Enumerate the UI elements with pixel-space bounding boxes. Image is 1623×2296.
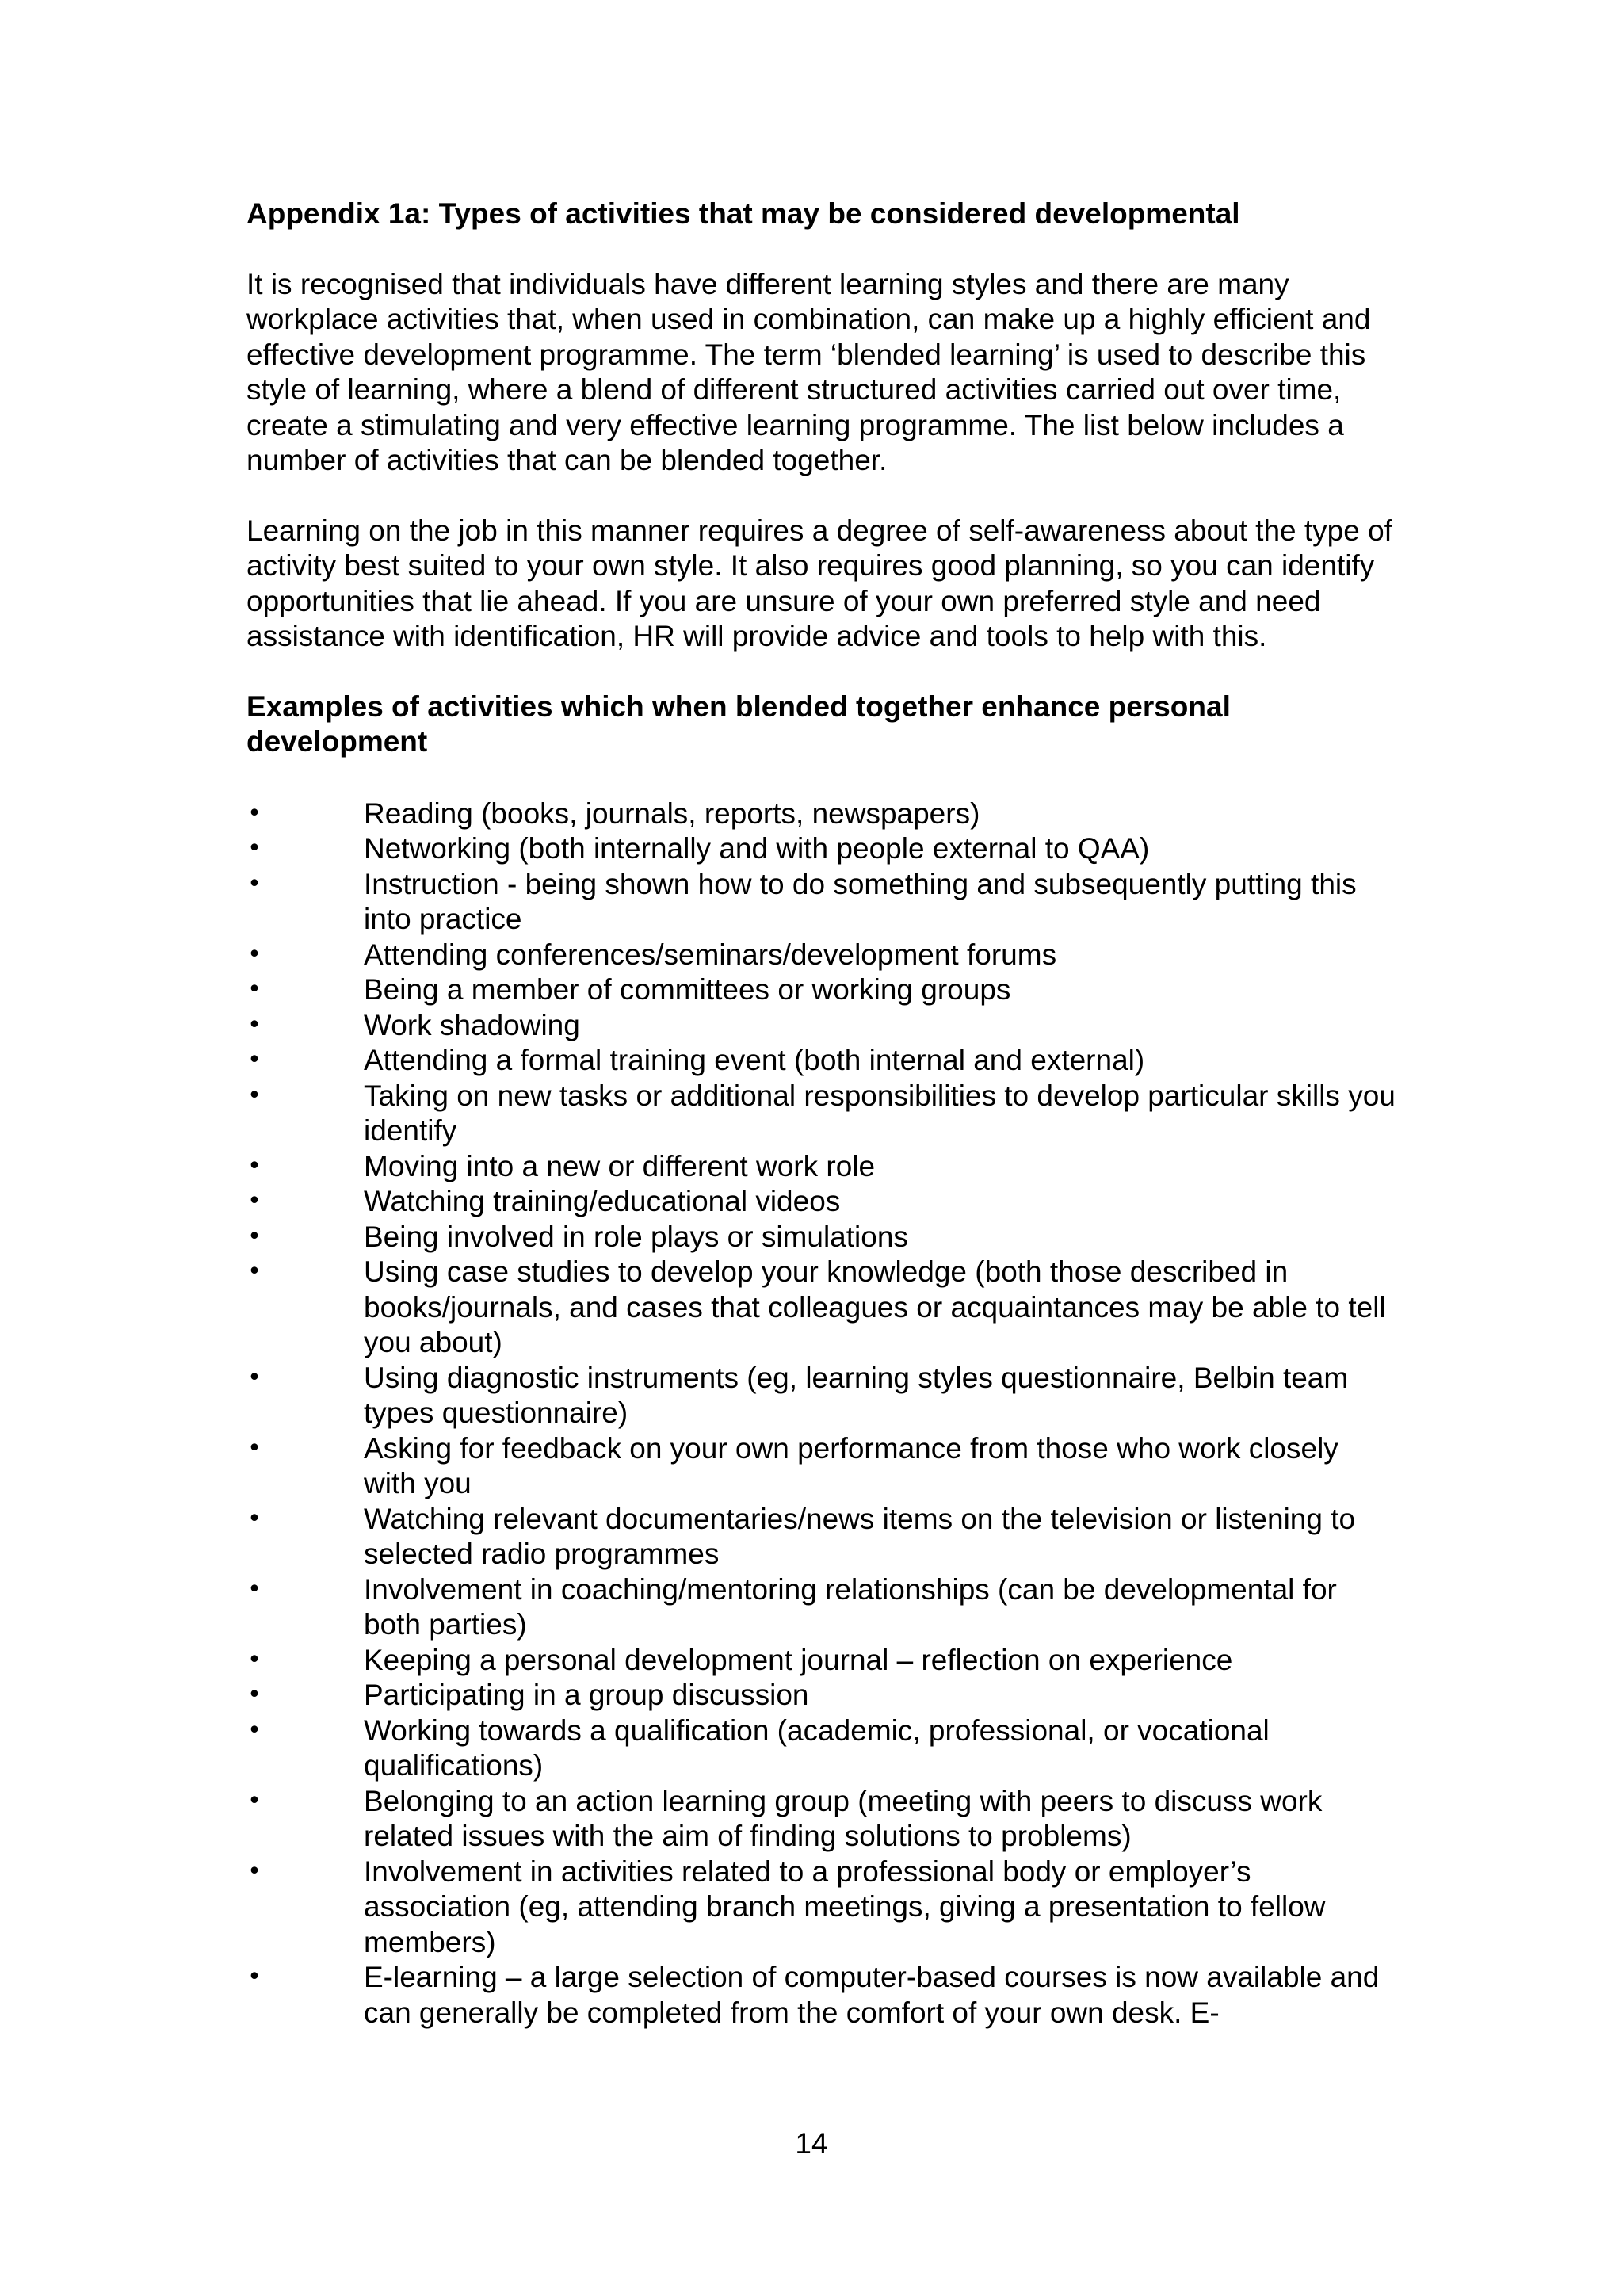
bullet-icon: • bbox=[247, 1010, 262, 1039]
bullet-icon: • bbox=[247, 1081, 262, 1110]
list-item bbox=[246, 831, 1396, 867]
list-item-text: Attending a formal training event (both internal and external) bbox=[364, 1044, 1145, 1076]
list-item-text: Instruction - being shown how to do something and subsequently putting this into practice bbox=[364, 867, 1357, 935]
list-item bbox=[246, 1008, 1396, 1044]
list-item-text: Networking (both internally and with people external to QAA) bbox=[364, 832, 1150, 865]
intro-paragraph-2: Learning on the job in this manner requires a degree of self-awareness about the type of activity best suited to your own style. It also requires good planning, so you can identify opportunities that lie ahead. If you are unsure of your own preferred style and need assistance with identification, HR will provide advice and tools to help with this. bbox=[246, 514, 1392, 652]
list-item-text: Involvement in coaching/mentoring relationships (can be developmental for both parties) bbox=[364, 1572, 1337, 1641]
bullet-icon: • bbox=[247, 976, 262, 1003]
page-content bbox=[246, 197, 1396, 2030]
list-item-text: Watching relevant documentaries/news items on the television or listening to selected radio programmes bbox=[364, 1502, 1356, 1570]
bullet-icon: • bbox=[247, 1716, 262, 1744]
list-item-text: Reading (books, journals, reports, newspapers) bbox=[364, 797, 980, 830]
list-item bbox=[246, 1043, 1396, 1079]
list-item bbox=[246, 1184, 1396, 1220]
list-item-text: Asking for feedback on your own performance from those who work closely with you bbox=[364, 1431, 1338, 1499]
list-item bbox=[246, 1678, 1396, 1713]
bullet-icon: • bbox=[247, 1786, 262, 1815]
list-item bbox=[246, 1784, 1396, 1855]
list-item-text: Moving into a new or different work role bbox=[364, 1149, 876, 1182]
bullet-icon: • bbox=[247, 1434, 262, 1462]
page-number: 14 bbox=[795, 2127, 828, 2160]
examples-heading: Examples of activities which when blended together enhance personal development bbox=[246, 690, 1231, 758]
list-item bbox=[246, 797, 1396, 832]
list-item-text: Taking on new tasks or additional responsibilities to develop particular skills you identify bbox=[364, 1079, 1396, 1147]
bullet-icon: • bbox=[247, 1963, 262, 1991]
list-item bbox=[246, 1960, 1396, 2030]
bullet-icon: • bbox=[247, 1187, 262, 1215]
list-item bbox=[246, 867, 1396, 938]
list-item-text: Using case studies to develop your knowledge (both those described in books/journals, and cases that colleagues or acquaintances may be able to tell you about) bbox=[364, 1255, 1386, 1358]
bullet-icon: • bbox=[247, 1046, 262, 1074]
list-item-text: Working towards a qualification (academic, professional, or vocational qualifications) bbox=[364, 1713, 1270, 1782]
list-item bbox=[246, 1431, 1396, 1502]
list-item-text: Keeping a personal development journal – reflection on experience bbox=[364, 1643, 1233, 1676]
bullet-icon: • bbox=[247, 1258, 262, 1286]
list-item-text: Work shadowing bbox=[364, 1008, 580, 1041]
bullet-icon: • bbox=[247, 940, 262, 968]
bullet-icon: • bbox=[247, 1222, 262, 1251]
list-item-text: Being involved in role plays or simulations bbox=[364, 1220, 908, 1253]
list-item-text: Watching training/educational videos bbox=[364, 1185, 841, 1217]
bullet-icon: • bbox=[247, 1363, 262, 1392]
list-item bbox=[246, 1502, 1396, 1572]
list-item-text: E-learning – a large selection of computer-based courses is now available and can generally be completed from the comfort of your own desk. E- bbox=[364, 1961, 1380, 2029]
list-item-text: Involvement in activities related to a professional body or employer’s association (eg, attending branch meetings, giving a presentation to fellow members) bbox=[364, 1855, 1326, 1958]
bullet-icon: • bbox=[247, 1575, 262, 1603]
list-item-text: Using diagnostic instruments (eg, learning styles questionnaire, Belbin team types questionnaire) bbox=[364, 1361, 1349, 1429]
list-item bbox=[246, 1643, 1396, 1679]
bullet-icon: • bbox=[247, 1681, 262, 1709]
bullet-icon: • bbox=[247, 1504, 262, 1533]
list-item-text: Being a member of committees or working groups bbox=[364, 973, 1011, 1006]
list-item-text: Attending conferences/seminars/development forums bbox=[364, 938, 1057, 971]
appendix-title: Appendix 1a: Types of activities that may be considered developmental bbox=[246, 197, 1240, 230]
bullet-icon: • bbox=[247, 1857, 262, 1885]
bullet-icon: • bbox=[247, 835, 262, 862]
bullet-icon: • bbox=[247, 869, 262, 898]
list-item bbox=[246, 1149, 1396, 1185]
activities-list bbox=[246, 797, 1396, 2031]
bullet-icon: • bbox=[247, 1152, 262, 1180]
bullet-icon: • bbox=[247, 799, 262, 827]
list-item bbox=[246, 1361, 1396, 1431]
list-item bbox=[246, 1713, 1396, 1784]
list-item bbox=[246, 1220, 1396, 1255]
list-item-text: Belonging to an action learning group (meeting with peers to discuss work related issues with the aim of finding solutions to problems) bbox=[364, 1784, 1323, 1852]
list-item bbox=[246, 1255, 1396, 1361]
list-item-text: Participating in a group discussion bbox=[364, 1679, 809, 1711]
list-item bbox=[246, 1572, 1396, 1643]
list-item bbox=[246, 1855, 1396, 1961]
list-item bbox=[246, 972, 1396, 1008]
intro-paragraph-1: It is recognised that individuals have different learning styles and there are many workplace activities that, when used in combination, can make up a highly efficient and effective development programme. The term ‘blended learning’ is used to describe this style of learning, where a blend of different structured activities carried out over time, create a stimulating and very effective learning programme. The list below includes a number of activities that can be blended together. bbox=[246, 267, 1371, 476]
bullet-icon: • bbox=[247, 1645, 262, 1674]
list-item bbox=[246, 1079, 1396, 1149]
list-item bbox=[246, 938, 1396, 973]
